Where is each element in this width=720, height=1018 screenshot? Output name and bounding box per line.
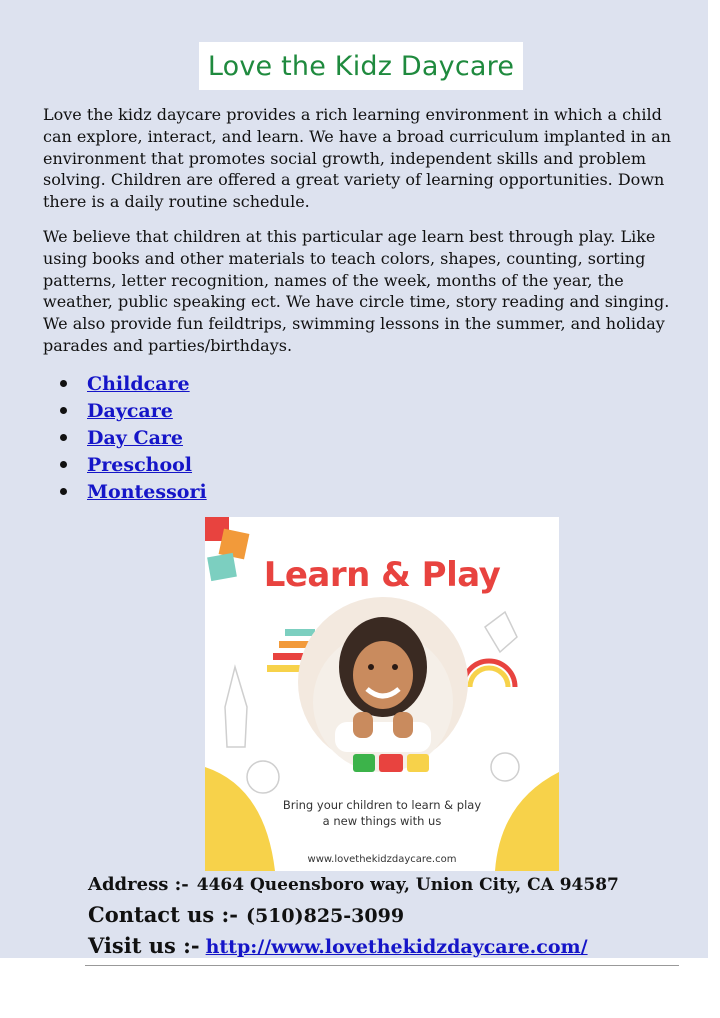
contact-label: Contact us :- xyxy=(88,902,238,927)
link-day-care[interactable]: Day Care xyxy=(87,426,183,449)
visit-label: Visit us :- xyxy=(88,933,200,958)
address-label: Address :- xyxy=(88,874,189,895)
page-title: Love the Kidz Daycare xyxy=(207,50,515,82)
poster-title: Learn & Play xyxy=(263,555,501,595)
curriculum-paragraph: We believe that children at this particular age learn best through play. Like using books and other materials to teach colors, shapes, counting, sorting patterns, letter recognition, names of the week, months of the year, the weather, public speaking ect. We have circle time, story reading and singing. We also provide fun feildtrips, swimming lessons in the summer, and holiday parades and parties/birthdays. xyxy=(43,227,670,355)
visit-line xyxy=(88,933,588,958)
list-item xyxy=(60,424,207,451)
list-item xyxy=(60,451,207,478)
link-preschool[interactable]: Preschool xyxy=(87,453,193,476)
intro-paragraph: Love the kidz daycare provides a rich learning environment in which a child can explore, interact, and learn. We have a broad curriculum implanted in an environment that promotes social growth, independent skills and problem solving. Children are offered a great variety of learning opportunities. Down there is a daily routine schedule. xyxy=(43,105,671,212)
service-links-list xyxy=(60,370,207,505)
link-daycare[interactable]: Daycare xyxy=(87,399,173,422)
website-link[interactable]: http://www.lovethekidzdaycare.com/ xyxy=(205,936,588,958)
list-item xyxy=(60,397,207,424)
bullet-icon xyxy=(60,434,67,441)
bullet-icon xyxy=(60,488,67,495)
divider xyxy=(85,965,679,966)
link-childcare[interactable]: Childcare xyxy=(87,372,190,395)
bullet-icon xyxy=(60,407,67,414)
bullet-icon xyxy=(60,461,67,468)
poster-tagline: Bring your children to learn & play a new things with us xyxy=(282,798,482,828)
child-figure xyxy=(335,617,431,752)
poster-url: www.lovethekidzdaycare.com xyxy=(307,854,457,865)
bullet-icon xyxy=(60,380,67,387)
link-montessori[interactable]: Montessori xyxy=(87,480,207,503)
contact-line xyxy=(88,902,404,927)
list-item xyxy=(60,478,207,505)
rainbow-icon xyxy=(463,661,515,687)
phone-value: (510)825-3099 xyxy=(245,905,405,927)
address-line xyxy=(88,874,619,895)
list-item xyxy=(60,370,207,397)
paint-pots-icon xyxy=(353,754,429,772)
title-banner xyxy=(199,42,523,90)
learn-and-play-poster xyxy=(205,517,559,871)
address-value: 4464 Queensboro way, Union City, CA 94587 xyxy=(196,875,619,895)
